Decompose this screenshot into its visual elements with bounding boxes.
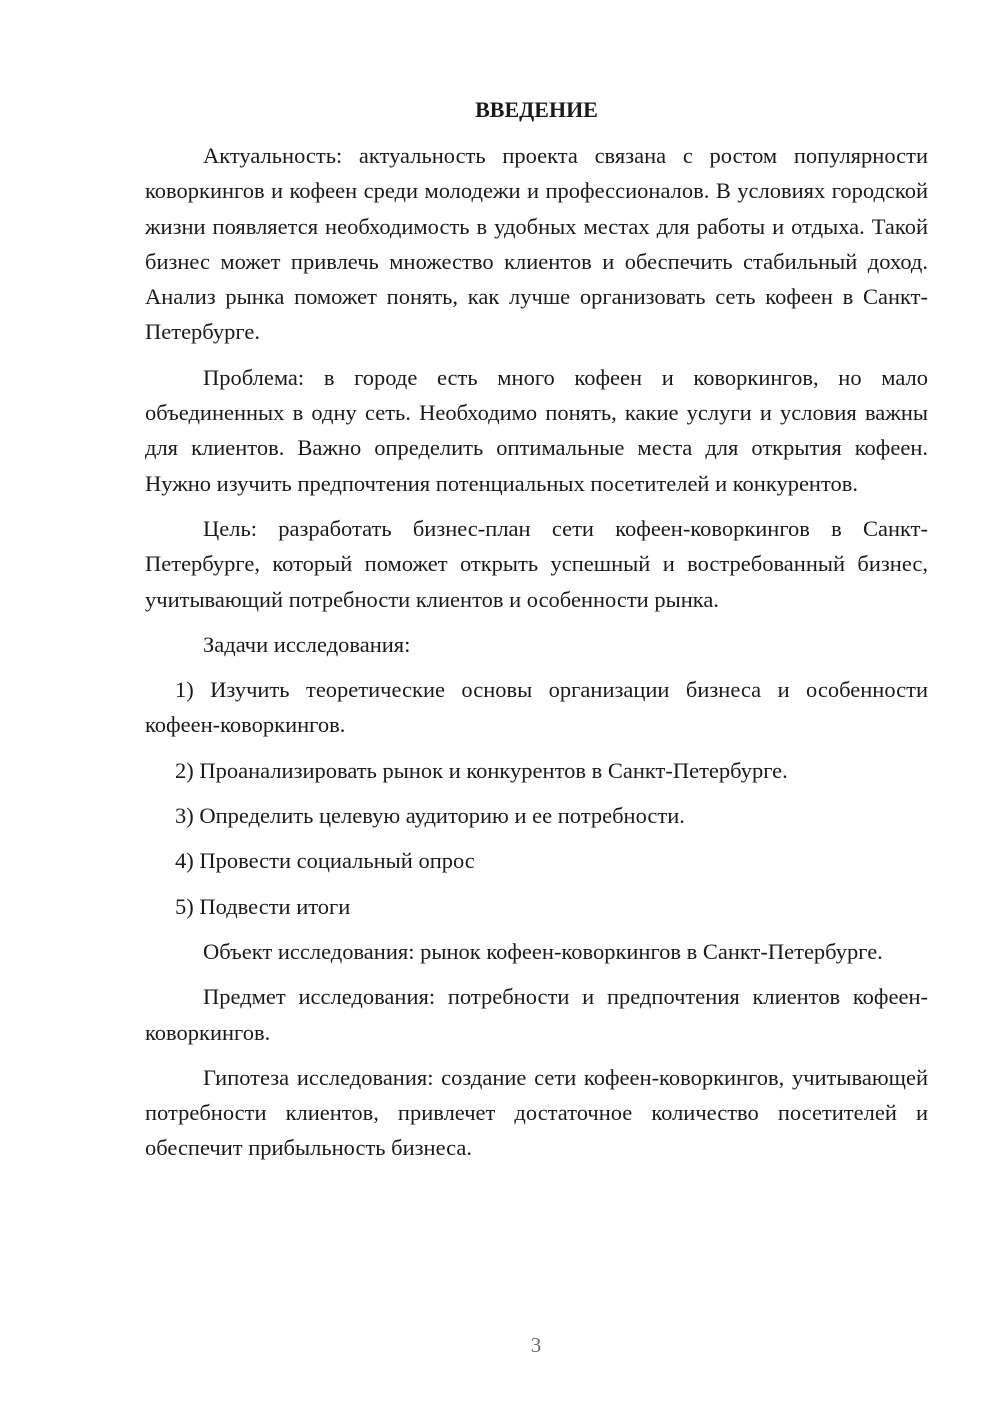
- page-number: 3: [530, 1333, 542, 1357]
- task-item-1: 1) Изучить теоретические основы организации бизнеса и особенности кофеен-коворкингов.: [145, 677, 928, 738]
- paragraph-subject: Предмет исследования: потребности и предпочтения клиентов кофеен-коворкингов.: [145, 984, 928, 1045]
- task-item-4: 4) Провести социальный опрос: [175, 848, 475, 874]
- task-item-5: 5) Подвести итоги: [175, 893, 351, 919]
- paragraph-relevance: Актуальность: актуальность проекта связана с ростом популярности коворкингов и кофеен среди молодежи и профессионалов. В условиях городской жизни появляется необходимость в удобных местах для работы и отдыха. Такой бизнес может привлечь множество клиентов и обеспечить стабильный доход. Анализ рынка поможет понять, как лучше организовать сеть кофеен в Санкт-Петербурге.: [145, 143, 928, 345]
- paragraph-problem: Проблема: в городе есть много кофеен и коворкингов, но мало объединенных в одну сеть. Необходимо понять, какие услуги и условия важны для клиентов. Важно определить оптимальные места для открытия кофеен. Нужно изучить предпочтения потенциальных посетителей и конкурентов.: [145, 364, 928, 496]
- paragraph-hypothesis: Гипотеза исследования: создание сети кофеен-коворкингов, учитывающей потребности клиентов, привлечет достаточное количество посетителей и обеспечит прибыльность бизнеса.: [145, 1064, 928, 1161]
- task-item-3: 3) Определить целевую аудиторию и ее потребности.: [175, 803, 685, 829]
- task-item-2: 2) Проанализировать рынок и конкурентов в Санкт-Петербурге.: [175, 757, 788, 783]
- document-page: [145, 92, 928, 1166]
- page-title: ВВЕДЕНИЕ: [475, 97, 598, 122]
- tasks-heading: Задачи исследования:: [203, 631, 411, 657]
- paragraph-object: Объект исследования: рынок кофеен-коворкингов в Санкт-Петербурге.: [203, 938, 883, 964]
- paragraph-goal: Цель: разработать бизнес-план сети кофеен-коворкингов в Санкт-Петербурге, который поможет открыть успешный и востребованный бизнес, учитывающий потребности клиентов и особенности рынка.: [145, 515, 928, 612]
